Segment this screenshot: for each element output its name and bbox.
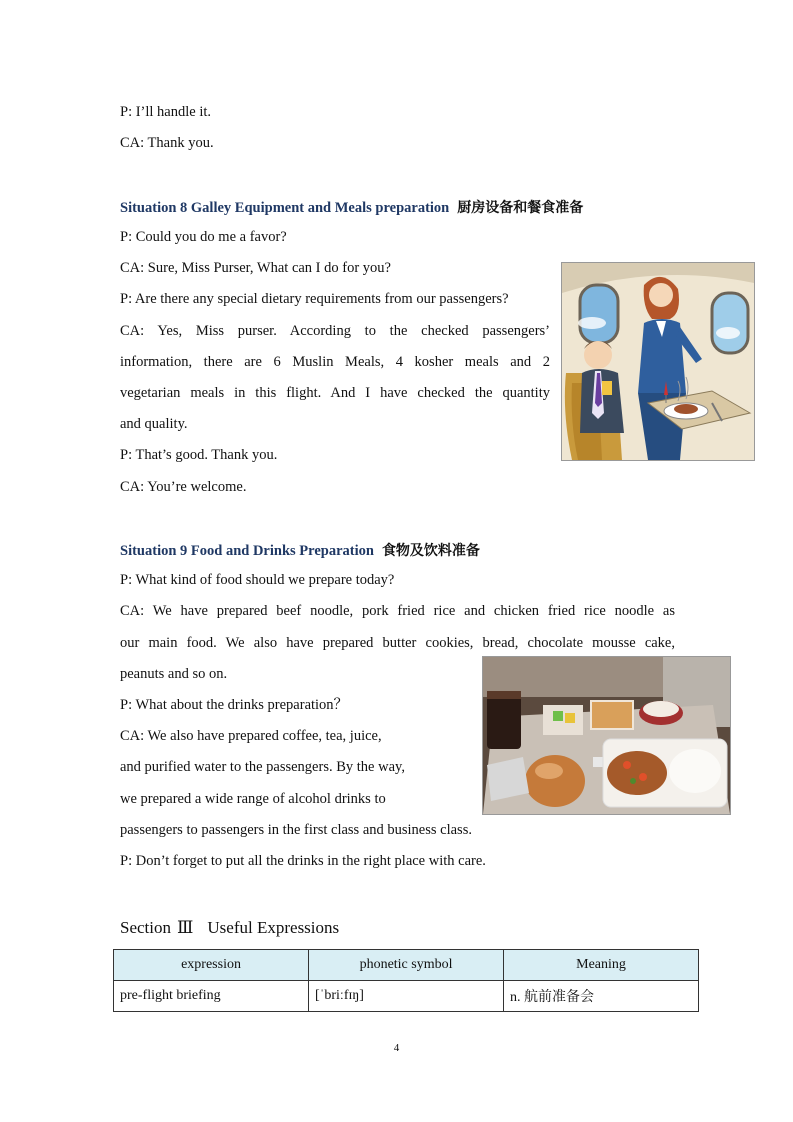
dialog-line: CA: You’re welcome. [120, 479, 247, 495]
meal-tray-photo [482, 656, 731, 815]
dialog-line: P: That’s good. Thank you. [120, 447, 278, 463]
expression-cell: pre-flight briefing [114, 981, 309, 1012]
dialog-line: and purified water to the passengers. By the way, [120, 759, 405, 775]
dialog-line: peanuts and so on. [120, 666, 228, 682]
table-header-row [114, 950, 699, 981]
dialog-line: P: What about the drinks preparation？ [120, 697, 349, 713]
meaning-cn: 航前准备会 [524, 989, 595, 1005]
dialog-line: P: Don’t forget to put all the drinks in the right place with care. [120, 853, 486, 869]
column-header: Meaning [504, 950, 699, 981]
dialog-line: vegetarian meals in this flight. And I have checked the quantity [120, 385, 550, 401]
situation-8-title: Situation 8 Galley Equipment and Meals preparation [120, 200, 450, 216]
section-title: Useful Expressions [207, 918, 340, 937]
dialog-line: CA: We also have prepared coffee, tea, juice, [120, 728, 382, 744]
dialog-line: P: Are there any special dietary requirements from our passengers? [120, 291, 509, 307]
dialog-line: information, there are 6 Muslin Meals, 4 kosher meals and 2 [120, 354, 550, 370]
dialog-line: CA: Thank you. [120, 135, 214, 151]
section-label: Section [120, 918, 171, 937]
dialog-line: CA: We have prepared beef noodle, pork fried rice and chicken fried rice noodle as [120, 603, 675, 619]
situation-9-heading [120, 540, 480, 560]
page-number: 4 [393, 1042, 400, 1054]
situation-8-heading [120, 197, 583, 217]
dialog-line: P: Could you do me a favor? [120, 229, 287, 245]
meaning-pos: n. [510, 990, 521, 1005]
meaning-cell [504, 981, 699, 1012]
situation-9-title-cn: 食物及饮料准备 [381, 543, 480, 559]
phonetic-cell: [ˈbriːfɪŋ] [309, 981, 504, 1012]
dialog-line: passengers to passengers in the first class and business class. [120, 822, 472, 838]
dialog-line: and quality. [120, 416, 188, 432]
dialog-line: CA: Yes, Miss purser. According to the checked passengers’ [120, 323, 550, 339]
dialog-line: P: I’ll handle it. [120, 104, 212, 120]
table-row [114, 981, 699, 1012]
useful-expressions-table [113, 949, 699, 1012]
situation-9-title: Situation 9 Food and Drinks Preparation [120, 543, 374, 559]
dialog-line: our main food. We also have prepared butter cookies, bread, chocolate mousse cake, [120, 635, 675, 651]
section-3-heading [120, 918, 339, 938]
dialog-line: P: What kind of food should we prepare today? [120, 572, 395, 588]
column-header: expression [114, 950, 309, 981]
dialog-line: we prepared a wide range of alcohol drinks to [120, 791, 386, 807]
column-header: phonetic symbol [309, 950, 504, 981]
situation-8-title-cn: 厨房设备和餐食准备 [457, 200, 584, 216]
dialog-line: CA: Sure, Miss Purser, What can I do for you? [120, 260, 391, 276]
cabin-service-illustration [561, 262, 755, 461]
section-numeral: Ⅲ [177, 918, 194, 937]
